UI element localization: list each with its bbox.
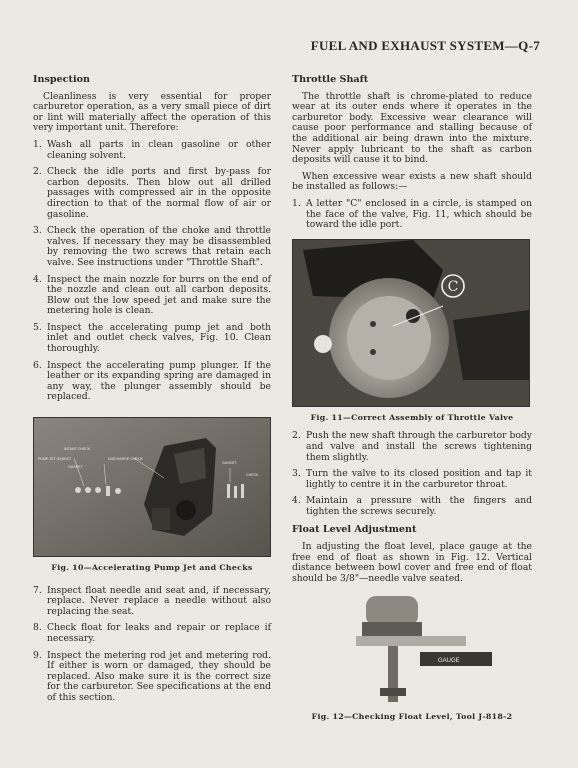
left-column xyxy=(33,75,271,710)
figure-10-caption: Fig. 10—Accelerating Pump Jet and Checks xyxy=(51,563,253,573)
list-item xyxy=(33,323,271,355)
item-number: 2. xyxy=(292,430,301,442)
item-text: Wash all parts in clean gasoline or other cleaning solvent. xyxy=(47,138,271,161)
throttle-paragraph-2: When excessive wear exists a new shaft should be installed as follows:— xyxy=(292,170,532,193)
float-gauge-illustration xyxy=(292,592,528,710)
throttle-list-continued xyxy=(292,431,532,517)
throttle-list xyxy=(292,199,532,231)
fig10-label-intake: INTAKE CHECK xyxy=(64,447,91,452)
list-item xyxy=(292,431,532,463)
item-text: A letter "C" enclosed in a circle, is stamped on the face of the valve, Fig. 11, which should be toward the idle port. xyxy=(306,197,532,231)
item-text: Check the idle ports and first by-pass for carbon deposits. Then blow out all drilled passages with compressed air in the opposite direction to that of the normal flow of air or gasoline. xyxy=(47,166,271,220)
item-number: 4. xyxy=(33,273,42,285)
inspection-list xyxy=(33,140,271,403)
figure-12-drawing xyxy=(292,592,528,710)
inspection-intro: Cleanliness is very essential for proper carburetor operation, as a very small piece of dirt or lint will materially affect the operation of this very important unit. Therefore: xyxy=(33,90,271,134)
figure-12-caption: Fig. 12—Checking Float Level, Tool J-818-2 xyxy=(311,712,513,722)
list-item xyxy=(33,167,271,220)
item-number: 1. xyxy=(33,138,42,150)
list-item xyxy=(33,361,271,403)
list-item xyxy=(292,496,532,517)
fig10-label-discharge: DISCHARGE CHECK xyxy=(108,457,143,462)
float-heading: Float Level Adjustment xyxy=(292,524,417,536)
gauge-label: GAUGE xyxy=(438,658,460,665)
throttle-heading: Throttle Shaft xyxy=(292,74,369,85)
item-text: Check the operation of the choke and throttle valves. If necessary they may be disassembled by removing the two screws that retain each valve. See instructions under "Throttle Shaft". xyxy=(47,225,271,268)
pump-parts-illustration xyxy=(34,418,270,556)
list-item xyxy=(33,623,271,644)
item-number: 4. xyxy=(292,495,301,507)
list-item xyxy=(33,586,271,618)
inspection-heading: Inspection xyxy=(33,74,90,85)
throttle-valve-illustration xyxy=(293,240,529,406)
list-item xyxy=(33,651,271,704)
item-text: Inspect the main nozzle for burrs on the end of the nozzle and clean out all carbon deposits. Blow out the low speed jet and make sure the metering hole is clean. xyxy=(47,273,271,317)
item-number: 5. xyxy=(33,321,42,333)
item-number: 6. xyxy=(33,359,42,371)
float-paragraph: In adjusting the float level, place gauge at the free end of float as shown in Fig. 12. Vertical distance between bowl cover and free end of float should be 3/8"—needle valve seated. xyxy=(292,541,532,584)
page-header: FUEL AND EXHAUST SYSTEM—Q-7 xyxy=(310,38,540,53)
item-number: 7. xyxy=(33,584,42,596)
figure-10-photo xyxy=(33,417,271,557)
item-text: Inspect the metering rod jet and metering rod. If either is worn or damaged, they should be replaced. Also make sure it is the correct size for the carburetor. See specifications at the end of this section. xyxy=(47,649,271,703)
list-item xyxy=(33,226,271,268)
item-text: Push the new shaft through the carburetor body and valve and install the screws tightening them slightly. xyxy=(306,430,532,463)
fig10-label-jet: PUMP JET GASKET xyxy=(38,457,72,462)
fig10-label-gasket: GASKET xyxy=(68,465,83,470)
fig10-label-check: CHECK xyxy=(246,473,259,478)
item-number: 8. xyxy=(33,622,42,634)
list-item xyxy=(292,469,532,490)
item-text: Turn the valve to its closed position and tap it lightly to centre it in the carburetor throat. xyxy=(306,468,532,490)
list-item xyxy=(33,275,271,317)
item-number: 2. xyxy=(33,166,42,178)
item-text: Maintain a pressure with the fingers and tighten the screws securely. xyxy=(306,495,532,517)
figure-11-caption: Fig. 11—Correct Assembly of Throttle Valve xyxy=(310,412,514,422)
throttle-paragraph-1: The throttle shaft is chrome-plated to reduce wear at its outer ends where it operates in the carburetor body. Excessive wear clearance will cause poor performance and stalling because of the additional air being drawn into the mixture. Never apply lubricant to the shaft as carbon deposits will cause it to bind. xyxy=(292,90,532,166)
figure-11-photo xyxy=(292,239,530,407)
list-item xyxy=(33,140,271,161)
stamp-mark-letter: C xyxy=(447,278,459,295)
fig10-label-gasket-right: GASKET xyxy=(222,461,237,466)
item-text: Inspect float needle and seat and, if necessary, replace. Never replace a needle without also replacing the seat. xyxy=(47,584,271,617)
item-text: Inspect the accelerating pump plunger. If the leather or its expanding spring are damaged in any way, the plunger assembly should be replaced. xyxy=(47,359,271,403)
item-text: Inspect the accelerating pump jet and both inlet and outlet check valves, Fig. 10. Clean thoroughly. xyxy=(47,321,271,355)
item-number: 1. xyxy=(292,197,301,209)
right-column xyxy=(292,75,532,731)
list-item xyxy=(292,199,532,231)
inspection-list-continued xyxy=(33,586,271,704)
item-number: 3. xyxy=(33,225,42,237)
item-text: Check float for leaks and repair or replace if necessary. xyxy=(47,622,271,644)
item-number: 3. xyxy=(292,468,301,480)
item-number: 9. xyxy=(33,649,42,661)
